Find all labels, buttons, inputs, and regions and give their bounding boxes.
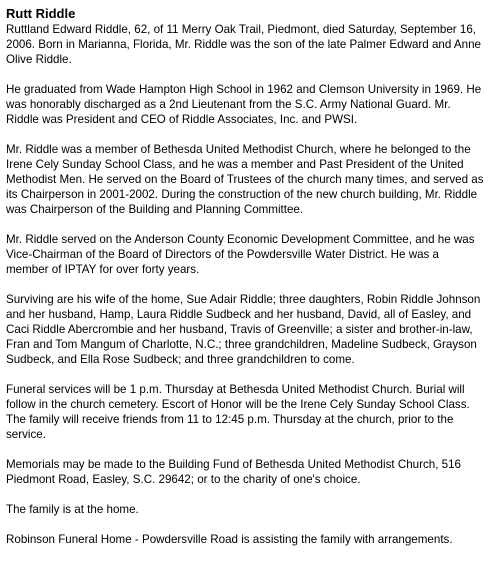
paragraph-death-notice: Ruttland Edward Riddle, 62, of 11 Merry Oak Trail, Piedmont, died Saturday, September 16, 2006. Born in Marianna, Florida, Mr. Riddle was the son of the late Palmer Edward and Anne Olive Riddle. <box>6 23 481 66</box>
paragraph-survivors: Surviving are his wife of the home, Sue Adair Riddle; three daughters, Robin Riddle Johnson and her husband, Hamp, Laura Riddle Sudbeck and her husband, David, all of Easley, and Caci Riddle Abercrombie and her husband, Travis of Greenville; a sister and brother-in-law, Fran and Tom Mangum of Charlotte, N.C.; three grandchildren, Madeline Sudbeck, Grayson Sudbeck, and Ella Rose Sudbeck; and three grandchildren to come. <box>6 293 481 366</box>
paragraph-education-career: He graduated from Wade Hampton High School in 1962 and Clemson University in 1969. He was honorably discharged as a 2nd Lieutenant from the S.C. Army National Guard. Mr. Riddle was President and CEO of Riddle Associates, Inc. and PWSI. <box>6 83 482 126</box>
paragraph-church-involvement: Mr. Riddle was a member of Bethesda United Methodist Church, where he belonged to the Irene Cely Sunday School Class, and he was a member and Past President of the United Methodist Men. He served on the Board of Trustees of the church many times, and served as its Chairperson in 2001-2002. During the construction of the new church building, Mr. Riddle was Chairperson of the Building and Planning Committee. <box>6 143 484 216</box>
obituary-title: Rutt Riddle <box>6 6 76 21</box>
paragraph-civic-service: Mr. Riddle served on the Anderson County Economic Development Committee, and he was Vice-Chairman of the Board of Directors of the Powdersville Water District. He was a member of IPTAY for over forty years. <box>6 233 475 276</box>
paragraph-family-home: The family is at the home. <box>6 503 139 516</box>
paragraph-memorials: Memorials may be made to the Building Fund of Bethesda United Methodist Church, 516 Piedmont Road, Easley, S.C. 29642; or to the charity of one's choice. <box>6 458 461 486</box>
paragraph-funeral-home: Robinson Funeral Home - Powdersville Road is assisting the family with arrangements. <box>6 533 453 546</box>
paragraph-funeral-services: Funeral services will be 1 p.m. Thursday at Bethesda United Methodist Church. Burial will follow in the church cemetery. Escort of Honor will be the Irene Cely Sunday School Class. The family will receive friends from 11 to 12:45 p.m. Thursday at the church, prior to the service. <box>6 383 470 441</box>
